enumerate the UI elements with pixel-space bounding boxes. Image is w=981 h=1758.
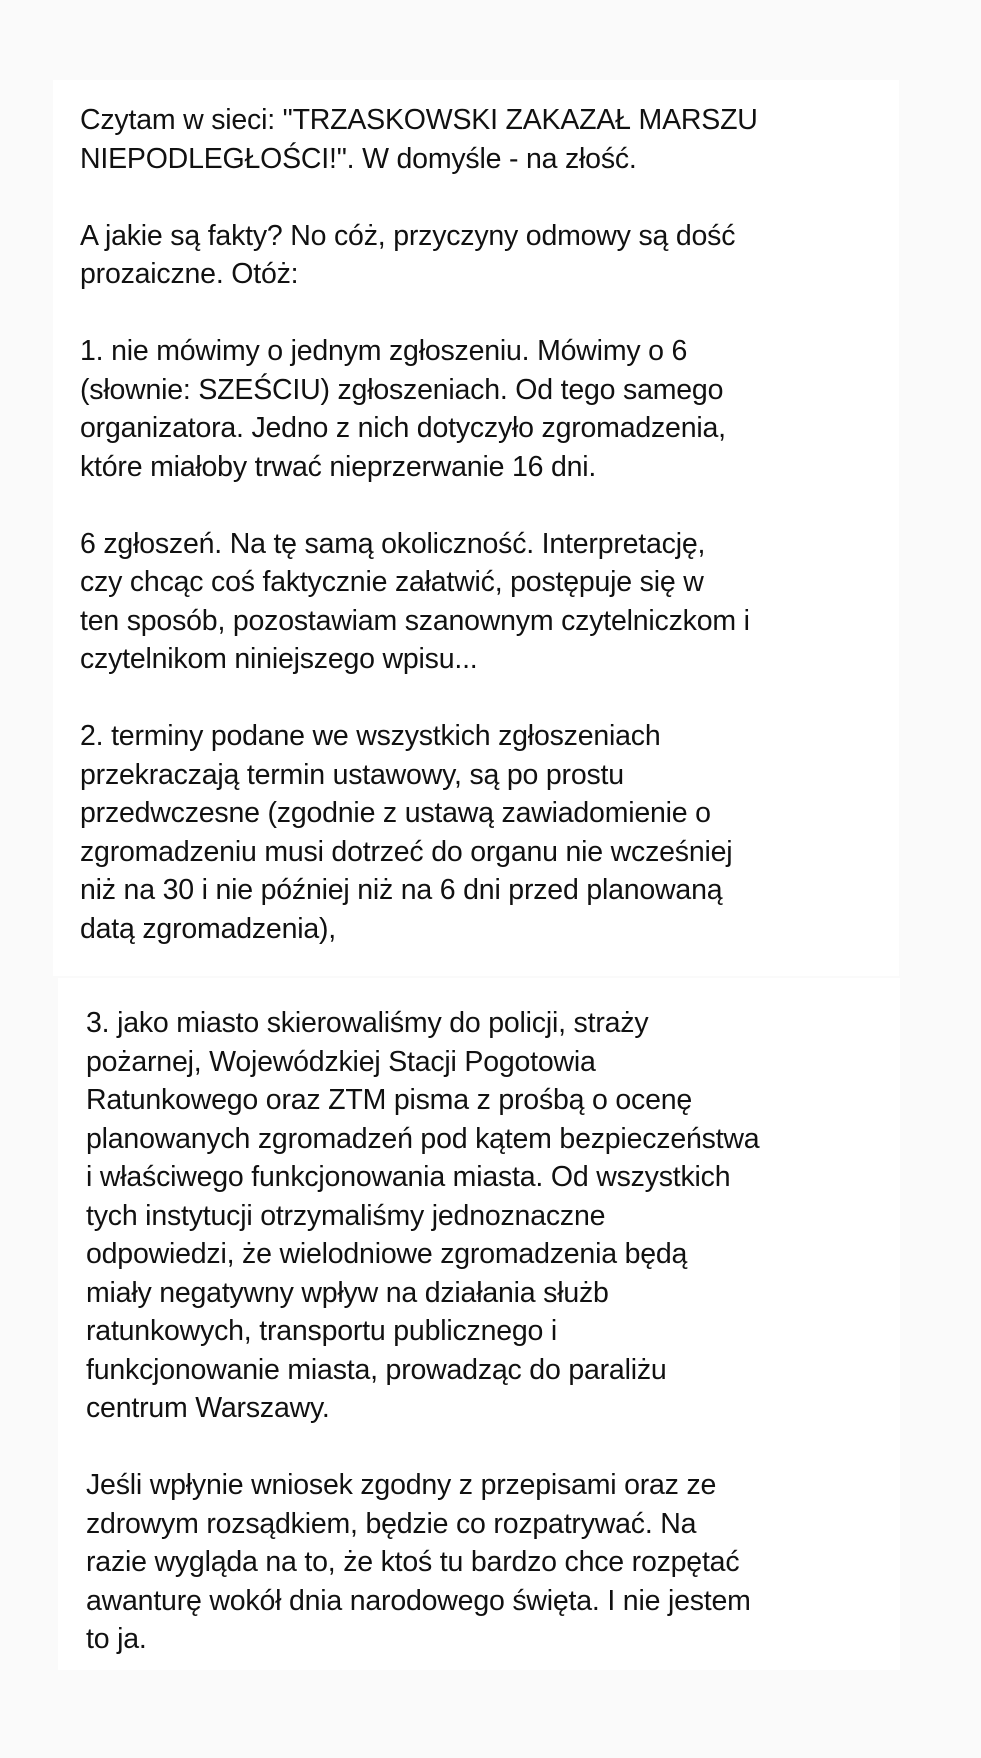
text-line: zdrowym rozsądkiem, będzie co rozpatrywać. Na <box>86 1507 697 1540</box>
text-line: odpowiedzi, że wielodniowe zgromadzenia będą <box>86 1238 688 1270</box>
text-line: Jeśli wpłynie wniosek zgodny z przepisami oraz ze <box>86 1469 717 1501</box>
text-line: planowanych zgromadzeń pod kątem bezpieczeństwa <box>86 1122 760 1155</box>
text-line: to ja. <box>86 1623 147 1655</box>
text-line: 6 zgłoszeń. Na tę samą okoliczność. Interpretację, <box>80 527 706 560</box>
post-text-block-1 <box>80 101 758 948</box>
point-2-paragraph <box>80 717 758 948</box>
text-line: 2. terminy podane we wszystkich zgłoszeniach <box>80 720 661 752</box>
paragraph-gap <box>86 1428 759 1467</box>
post-text-block-2 <box>86 1004 759 1659</box>
text-line: tych instytucji otrzymaliśmy jednoznaczne <box>86 1199 606 1232</box>
text-line: awanturę wokół dnia narodowego święta. I nie jestem <box>86 1584 751 1617</box>
text-line: ratunkowych, transportu publicznego i <box>86 1315 558 1347</box>
text-line: niż na 30 i nie później niż na 6 dni przed planowaną <box>80 874 723 906</box>
text-line: datą zgromadzenia), <box>80 912 337 945</box>
text-line: razie wygląda na to, że ktoś tu bardzo chce rozpętać <box>86 1546 740 1578</box>
text-line: funkcjonowanie miasta, prowadząc do paraliżu <box>86 1353 667 1386</box>
point-1-paragraph <box>80 332 758 486</box>
text-line: zgromadzeniu musi dotrzeć do organu nie wcześniej <box>80 835 733 868</box>
post-text-card-2 <box>58 978 900 1670</box>
text-line: przedwczesne (zgodnie z ustawą zawiadomienie o <box>80 797 711 829</box>
paragraph-gap <box>80 294 758 333</box>
post-text-card-1 <box>53 80 899 976</box>
six-submissions-paragraph <box>80 525 758 679</box>
text-line: NIEPODLEGŁOŚCI!". W domyśle - na złość. <box>80 142 637 175</box>
intro-paragraph <box>80 101 758 178</box>
text-line: czy chcąc coś faktycznie załatwić, postępuje się w <box>80 566 704 598</box>
closing-paragraph <box>86 1466 759 1659</box>
paragraph-gap <box>80 486 758 525</box>
text-line: przekraczają termin ustawowy, są po prostu <box>80 758 624 791</box>
text-line: czytelnikom niniejszego wpisu... <box>80 643 478 675</box>
text-line: ten sposób, pozostawiam szanownym czytelniczkom i <box>80 604 750 637</box>
text-line: centrum Warszawy. <box>86 1392 330 1424</box>
text-line: Ratunkowego oraz ZTM pisma z prośbą o ocenę <box>86 1084 693 1116</box>
text-line: 3. jako miasto skierowaliśmy do policji, straży <box>86 1007 649 1039</box>
paragraph-gap <box>80 679 758 718</box>
paragraph-gap <box>80 178 758 217</box>
text-line: miały negatywny wpływ na działania służb <box>86 1276 609 1309</box>
text-line: A jakie są fakty? No cóż, przyczyny odmowy są dość <box>80 219 736 252</box>
text-line: 1. nie mówimy o jednym zgłoszeniu. Mówimy o 6 <box>80 335 688 367</box>
text-line: i właściwego funkcjonowania miasta. Od wszystkich <box>86 1161 731 1193</box>
text-line: prozaiczne. Otóż: <box>80 258 299 290</box>
text-line: które miałoby trwać nieprzerwanie 16 dni. <box>80 450 597 483</box>
text-line: Czytam w sieci: "TRZASKOWSKI ZAKAZAŁ MARSZU <box>80 104 758 136</box>
point-3-paragraph <box>86 1004 759 1428</box>
text-line: (słownie: SZEŚCIU) zgłoszeniach. Od tego samego <box>80 373 724 406</box>
text-line: pożarnej, Wojewódzkiej Stacji Pogotowia <box>86 1045 596 1078</box>
facts-paragraph <box>80 217 758 294</box>
text-line: organizatora. Jedno z nich dotyczyło zgromadzenia, <box>80 412 726 444</box>
